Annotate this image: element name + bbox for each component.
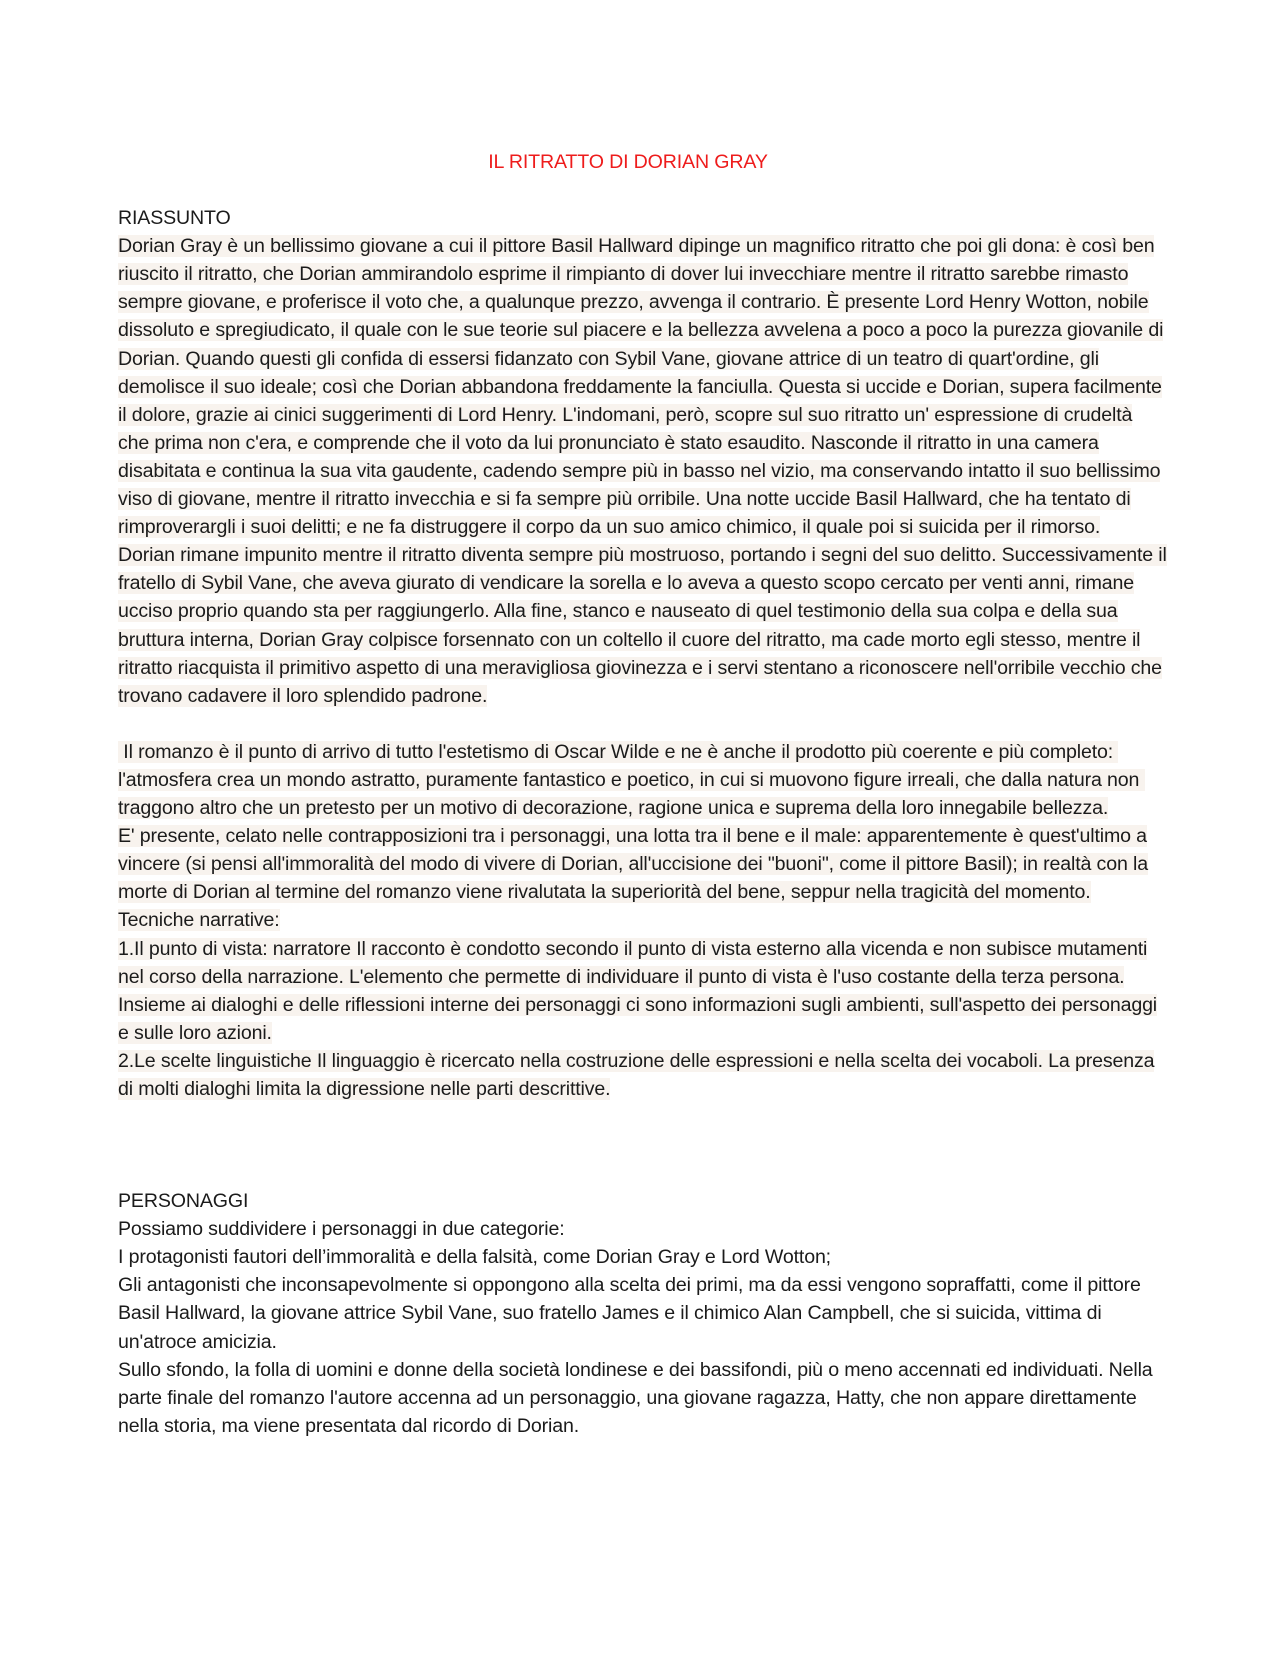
paragraph — [118, 822, 1168, 934]
paragraph-text: E' presente, celato nelle contrapposizioni tra i personaggi, una lotta tra il bene e il male: apparentemente è quest'ultimo a vincere (si pensi all'immoralità del modo di vivere di Dorian, all'uccisione dei "buoni", come il pittore Basil); in realtà con la morte di Dorian al termine del romanzo viene rivalutata la superiorità del bene, seppur nella tragicità del momento. Tecniche narrative: — [118, 825, 1148, 932]
section-heading-riassunto: RIASSUNTO — [118, 207, 231, 230]
paragraph — [118, 232, 1168, 541]
paragraph — [118, 738, 1168, 822]
paragraph: Sullo sfondo, la folla di uomini e donne della società londinese e dei bassifondi, più o meno accennati ed individuati. Nella parte finale del romanzo l'autore accenna ad un personaggio, una giovane ragazza, Hatty, che non appare direttamente nella storia, ma viene presentata dal ricordo di Dorian. — [118, 1358, 1153, 1437]
paragraph — [118, 541, 1168, 710]
paragraph-text: 2.Le scelte linguistiche Il linguaggio è ricercato nella costruzione delle espressioni e nella scelta dei vocaboli. La presenza di molti dialoghi limita la digressione nelle parti descrittive. — [118, 1049, 1155, 1100]
paragraph-text: Il romanzo è il punto di arrivo di tutto l'estetismo di Oscar Wilde e ne è anche il prodotto più coerente e più completo: l'atmosfera crea un mondo astratto, puramente fantastico e poetico, in cui si muovono figure irreali, che dalla natura non traggono altro che un pretesto per un motivo di decorazione, ragione unica e suprema della loro innegabile bellezza. — [118, 740, 1145, 820]
document-page — [118, 148, 1168, 1440]
section-heading-personaggi: PERSONAGGI — [118, 1190, 249, 1213]
paragraph-text: Dorian Gray è un bellissimo giovane a cui il pittore Basil Hallward dipinge un magnifico ritratto che poi gli dona: è così ben riuscito il ritratto, che Dorian ammirandolo esprime il rimpianto di dover lui invecchiare mentre il ritratto sarebbe rimasto sempre giovane, e proferisce il voto che, a qualunque prezzo, avvenga il contrario. È presente Lord Henry Wotton, nobile dissoluto e spregiudicato, il quale con le sue teorie sul piacere e la bellezza avvelena a poco a poco la purezza giovanile di Dorian. Quando questi gli confida di essersi fidanzato con Sybil Vane, giovane attrice di un teatro di quart'ordine, gli demolisce il suo ideale; così che Dorian abbandona freddamente la fanciulla. Questa si uccide e Dorian, supera facilmente il dolore, grazie ai cinici suggerimenti di Lord Henry. L'indomani, però, scopre sul suo ritratto un' espressione di crudeltà che prima non c'era, e comprende che il voto da lui pronunciato è stato esaudito. Nasconde il ritratto in una camera disabitata e continua la sua vita gaudente, cadendo sempre più in basso nel vizio, ma conservando intatto il suo bellissimo viso di giovane, mentre il ritratto invecchia e si fa sempre più orribile. Una notte uccide Basil Hallward, che ha tentato di rimproverargli i suoi delitti; e ne fa distruggere il corpo da un suo amico chimico, il quale poi si suicida per il rimorso. — [118, 235, 1164, 539]
blank-line — [118, 710, 1168, 738]
paragraph: I protagonisti fautori dell’immoralità e della falsità, come Dorian Gray e Lord Wotton; — [118, 1246, 831, 1269]
paragraph — [118, 935, 1168, 1047]
paragraph-text: Dorian rimane impunito mentre il ritratto diventa sempre più mostruoso, portando i segni del suo delitto. Successivamente il fratello di Sybil Vane, che aveva giurato di vendicare la sorella e lo aveva a questo scopo cercato per venti anni, rimane ucciso proprio quando sta per raggiungerlo. Alla fine, stanco e nauseato di quel testimonio della sua colpa e della sua bruttura interna, Dorian Gray colpisce forsennato con un coltello il cuore del ritratto, ma cade morto egli stesso, mentre il ritratto riacquista il primitivo aspetto di una meravigliosa giovinezza e i servi stentano a riconoscere nell'orribile vecchio che trovano cadavere il loro splendido padrone. — [118, 544, 1167, 707]
paragraph-text: 1.Il punto di vista: narratore Il racconto è condotto secondo il punto di vista esterno alla vicenda e non subisce mutamenti nel corso della narrazione. L'elemento che permette di individuare il punto di vista è l'uso costante della terza persona. Insieme ai dialoghi e delle riflessioni interne dei personaggi ci sono informazioni sugli ambienti, sull'aspetto dei personaggi e sulle loro azioni. — [118, 937, 1158, 1044]
paragraph — [118, 1047, 1168, 1103]
blank-space — [118, 1103, 1168, 1187]
paragraph: Possiamo suddividere i personaggi in due categorie: — [118, 1218, 565, 1241]
document-title: IL RITRATTO DI DORIAN GRAY — [488, 151, 768, 173]
paragraph: Gli antagonisti che inconsapevolmente si oppongono alla scelta dei primi, ma da essi vengono sopraffatti, come il pittore Basil Hallward, la giovane attrice Sybil Vane, suo fratello James e il chimico Alan Campbell, che si suicida, vittima di un'atroce amicizia. — [118, 1274, 1141, 1353]
